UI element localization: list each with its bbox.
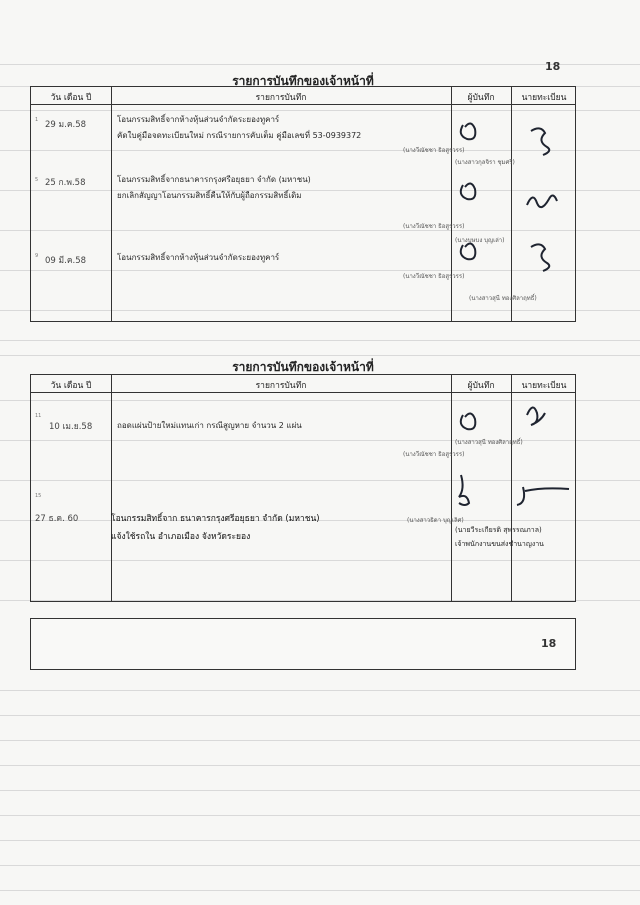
registrar-name: (นางสาวกุลจิรา ชุมศรี): [455, 159, 515, 166]
officer-record-section-2: [30, 358, 576, 602]
section-title: รายการบันทึกของเจ้าหน้าที่: [232, 360, 374, 374]
entry-line: โอนกรรมสิทธิ์จาก ธนาคารกรุงศรีอยุธยา จำกัด (มหาชน): [111, 514, 320, 524]
officer-record-section-1: [30, 72, 576, 322]
entry-line: ถอดแผ่นป้ายใหม่แทนเก่า กรณีสูญหาย จำนวน 2 แผ่น: [117, 421, 302, 430]
header-registrar: นายทะเบียน: [521, 93, 567, 103]
header-recorder: ผู้บันทึก: [467, 93, 495, 103]
registrar-name: (นางสาวสุนี ทองศิลาฤทธิ์): [469, 295, 537, 302]
header-record: รายการบันทึก: [255, 381, 307, 391]
header-registrar: นายทะเบียน: [521, 381, 567, 391]
registrar-name: (นางบุษบง บุญเล่า): [455, 237, 505, 244]
entry-date: 29 ม.ค.58: [45, 120, 87, 130]
entry-line: โอนกรรมสิทธิ์จากธนาคารกรุงศรีอยุธยา จำกัด (มหาชน): [117, 175, 311, 184]
registrar-name: (นายวีระเกียรติ สุพรรณภาล): [455, 526, 542, 534]
signature-marks: [31, 375, 577, 603]
page-number-bottom: 18: [541, 637, 557, 650]
registrar-name: (นางสาวสุนี ทองศิลาฤทธิ์): [455, 439, 523, 446]
entry-date: 27 ธ.ค. 60: [35, 514, 79, 524]
page-number-top: 18: [545, 60, 561, 73]
recorder-name: (นางวีณัชชา ธิอสูรวรร): [403, 273, 465, 280]
header-record: รายการบันทึก: [255, 93, 307, 103]
recorder-name: (นางสาวธิดา บุญเลิศ): [407, 517, 464, 524]
entry-line: โอนกรรมสิทธิ์จากห้างหุ้นส่วนจำกัดระยองทูคาร์: [117, 115, 280, 124]
header-date: วัน เดือน ปี: [50, 93, 92, 103]
record-table: วัน เดือน ปี รายการบันทึก ผู้บันทึก นายทะเบียน 1 29 ม.ค.58 โอนกรรมสิทธิ์จากห้างหุ้นส่วนจำกัดระยองทูคาร์ คัดใบคู่มือจดทะเบียนใหม่ กรณีรายการคับเต็ม คู่มือเลขที่ 53-0939372 (นางวีณัชชา ธิอสูรวรร) (นางสาวกุลจิรา ชุมศรี) 5 25 ก.พ.58 โอนกรรมสิทธิ์จากธนาคารกรุงศรีอยุธยา จำกัด (มหาชน) ยกเลิกสัญญาโอนกรรมสิทธิ์คืนให้กับผู้ถือกรรมสิทธิ์เดิม (นางวีณัชชา ธิอสูรวรร) (นางบุษบง บุญเล่า) 9 09 มี.ค.58 โอนกรรมสิทธิ์จากห้างหุ้นส่วนจำกัดระยองทูคาร์ (นางวีณัชชา ธิอสูรวรร) (นางสาวสุนี ทองศิลาฤทธิ์): [30, 86, 576, 322]
header-date: วัน เดือน ปี: [50, 381, 92, 391]
recorder-name: (นางวีณัชชา ธิอสูรวรร): [403, 451, 465, 458]
recorder-name: (นางวีณัชชา ธิอสูรวรร): [403, 147, 465, 154]
entry-date: 10 เม.ย.58: [49, 422, 93, 432]
continuation-strip: [30, 618, 576, 670]
section-title: รายการบันทึกของเจ้าหน้าที่: [232, 74, 374, 88]
signature-marks: [31, 87, 577, 323]
entry-line: ยกเลิกสัญญาโอนกรรมสิทธิ์คืนให้กับผู้ถือกรรมสิทธิ์เดิม: [117, 191, 302, 200]
header-recorder: ผู้บันทึก: [467, 381, 495, 391]
entry-line: แจ้งใช้รถใน อำเภอเมือง จังหวัดระยอง: [111, 532, 251, 542]
recorder-name: (นางวีณัชชา ธิอสูรวรร): [403, 223, 465, 230]
entry-date: 09 มี.ค.58: [45, 256, 87, 266]
entry-line: โอนกรรมสิทธิ์จากห้างหุ้นส่วนจำกัดระยองทูคาร์: [117, 253, 280, 262]
registrar-title: เจ้าพนักงานขนส่งชำนาญงาน: [455, 540, 544, 548]
entry-line: คัดใบคู่มือจดทะเบียนใหม่ กรณีรายการคับเต็ม คู่มือเลขที่ 53-0939372: [117, 131, 362, 140]
record-table: วัน เดือน ปี รายการบันทึก ผู้บันทึก นายทะเบียน 11 10 เม.ย.58 ถอดแผ่นป้ายใหม่แทนเก่า กรณีสูญหาย จำนวน 2 แผ่น (นางวีณัชชา ธิอสูรวรร) (นางสาวสุนี ทองศิลาฤทธิ์) 15 27 ธ.ค. 60 โอนกรรมสิทธิ์จาก ธนาคารกรุงศรีอยุธยา จำกัด (มหาชน) แจ้งใช้รถใน อำเภอเมือง จังหวัดระยอง (นางสาวธิดา บุญเลิศ) (นายวีระเกียรติ สุพรรณภาล) เจ้าพนักงานขนส่งชำนาญงาน: [30, 374, 576, 602]
entry-date: 25 ก.พ.58: [45, 178, 86, 188]
